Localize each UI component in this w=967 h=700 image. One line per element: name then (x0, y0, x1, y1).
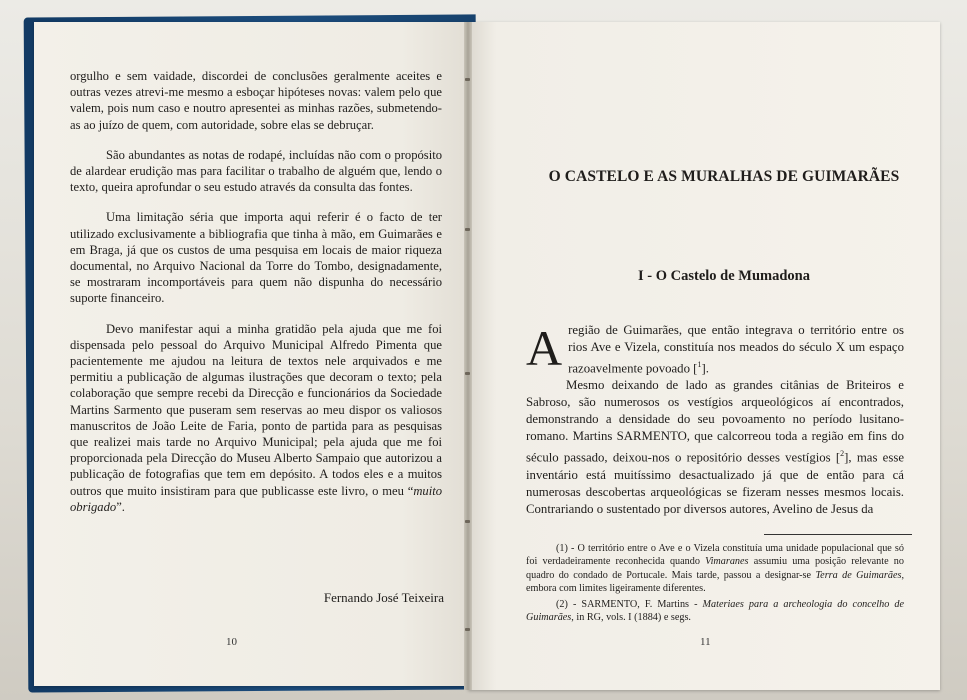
section-title: I - O Castelo de Mumadona (638, 268, 810, 284)
footnote-ref-2: 2 (840, 449, 845, 459)
paragraph-region: Aregião de Guimarães, que então integrava o território entre os rios Ave e Vizela, constituía nos meados do século X um espaço razoavelmente povoado [$^1$]. (526, 320, 904, 376)
page-number-left: 10 (226, 636, 237, 648)
left-page (34, 22, 466, 686)
footnote-ref-1: 1 (697, 360, 702, 369)
binding-stitch (465, 78, 470, 81)
author-signature: Fernando José Teixeira (323, 590, 444, 605)
binding-stitch (465, 520, 470, 523)
right-page (468, 22, 940, 690)
footnote-2: (2) - SARMENTO, F. Martins - Materiaes para a archeologia do concelho de Guimarães, in RG, vols. I (1884) e segs. (526, 598, 904, 624)
binding-stitch (465, 372, 470, 375)
paragraph-intro: orgulho e sem vaidade, discordei de conclusões geralmente aceites e outras vezes atrevi-me mesmo a esboçar hipóteses novas: valem pelo que valem, pois num caso e noutro apresentei as minhas razões, submetendo-as ao juízo de quem, com autoridade, sobre elas se debruçar. (70, 69, 442, 132)
left-page-body (70, 68, 442, 529)
chapter-title: O CASTELO E AS MURALHAS DE GUIMARÃES (548, 168, 900, 185)
italic-thanks: muito obrigado (70, 483, 442, 514)
right-page-body (526, 322, 904, 518)
footnotes (526, 542, 904, 626)
footnote-rule (764, 534, 912, 535)
paragraph-limitation: Uma limitação séria que importa aqui referir é o facto de ter utilizado exclusivamente a bibliografia que tinha à mão, em Guimarães e em Braga, já que os custos de uma pesquisa em locais de maior riqueza documental, no Arquivo Nacional da Torre do Tombo, designadamente, se mostraram incomportáveis para quem não dispunha do necessário suporte financeiro. (70, 210, 442, 306)
drop-cap: A (526, 320, 563, 376)
paragraph-gratitude: Devo manifestar aqui a minha gratidão pela ajuda que me foi dispensada pelo pessoal do Arquivo Municipal Alfredo Pimenta que pacientemente me ajudou na leitura de textos nele arquivados e me permitiu a publicação de algumas ilustrações que decoram o texto; pela colaboração que sempre recebi da Direcção e funcionários da Sociedade Martins Sarmento que puseram sem reservas ao meu dispor os valiosos manuscritos de João Leite de Faria, ponto de partida para as pesquisas que realizei mais tarde no Arquivo Municipal; pela ajuda que me foi proporcionada pela Direcção do Museu Alberto Sampaio que autorizou a publicação de fotografias que tem em depósito. A todos eles e a muitos outros que muito insistiram para que publicasse este livro, o meu “muito obrigado”. (70, 321, 442, 514)
binding-stitch (465, 628, 470, 631)
binding-stitch (465, 228, 470, 231)
page-number-right: 11 (700, 636, 711, 648)
book-gutter (464, 22, 472, 690)
paragraph-vestiges: Mesmo deixando de lado as grandes citânias de Briteiros e Sabroso, são numerosos os vestígios arqueológicos aí encontrados, demonstrando a densidade do seu povoamento no período lusitano-romano. Martins SARMENTO, que calcorreou toda a região em fins do século passado, deixou-nos o repositório desses vestígios [$^2$], mas esse inventário está muitíssimo desactualizado já que de então para cá numerosas descobertas arqueológicas se fizeram nesses mesmos locais. Contrariando o sustentado por diversos autores, Avelino de Jesus da (526, 378, 904, 516)
footnote-1: (1) - O território entre o Ave e o Vizela constituía uma unidade populacional que só foi verdadeiramente reconhecida quando Vimaranes assumiu uma posição relevante no quadro do condado de Portucale. Mais tarde, passou a designar-se Terra de Guimarães, embora com limites ligeiramente diferentes. (526, 543, 904, 595)
paragraph-notes: São abundantes as notas de rodapé, incluídas não com o propósito de alardear erudição mas para facilitar o trabalho de alguém que, lendo o texto, queira aprofundar o seu estudo através da consulta das fontes. (70, 147, 442, 195)
